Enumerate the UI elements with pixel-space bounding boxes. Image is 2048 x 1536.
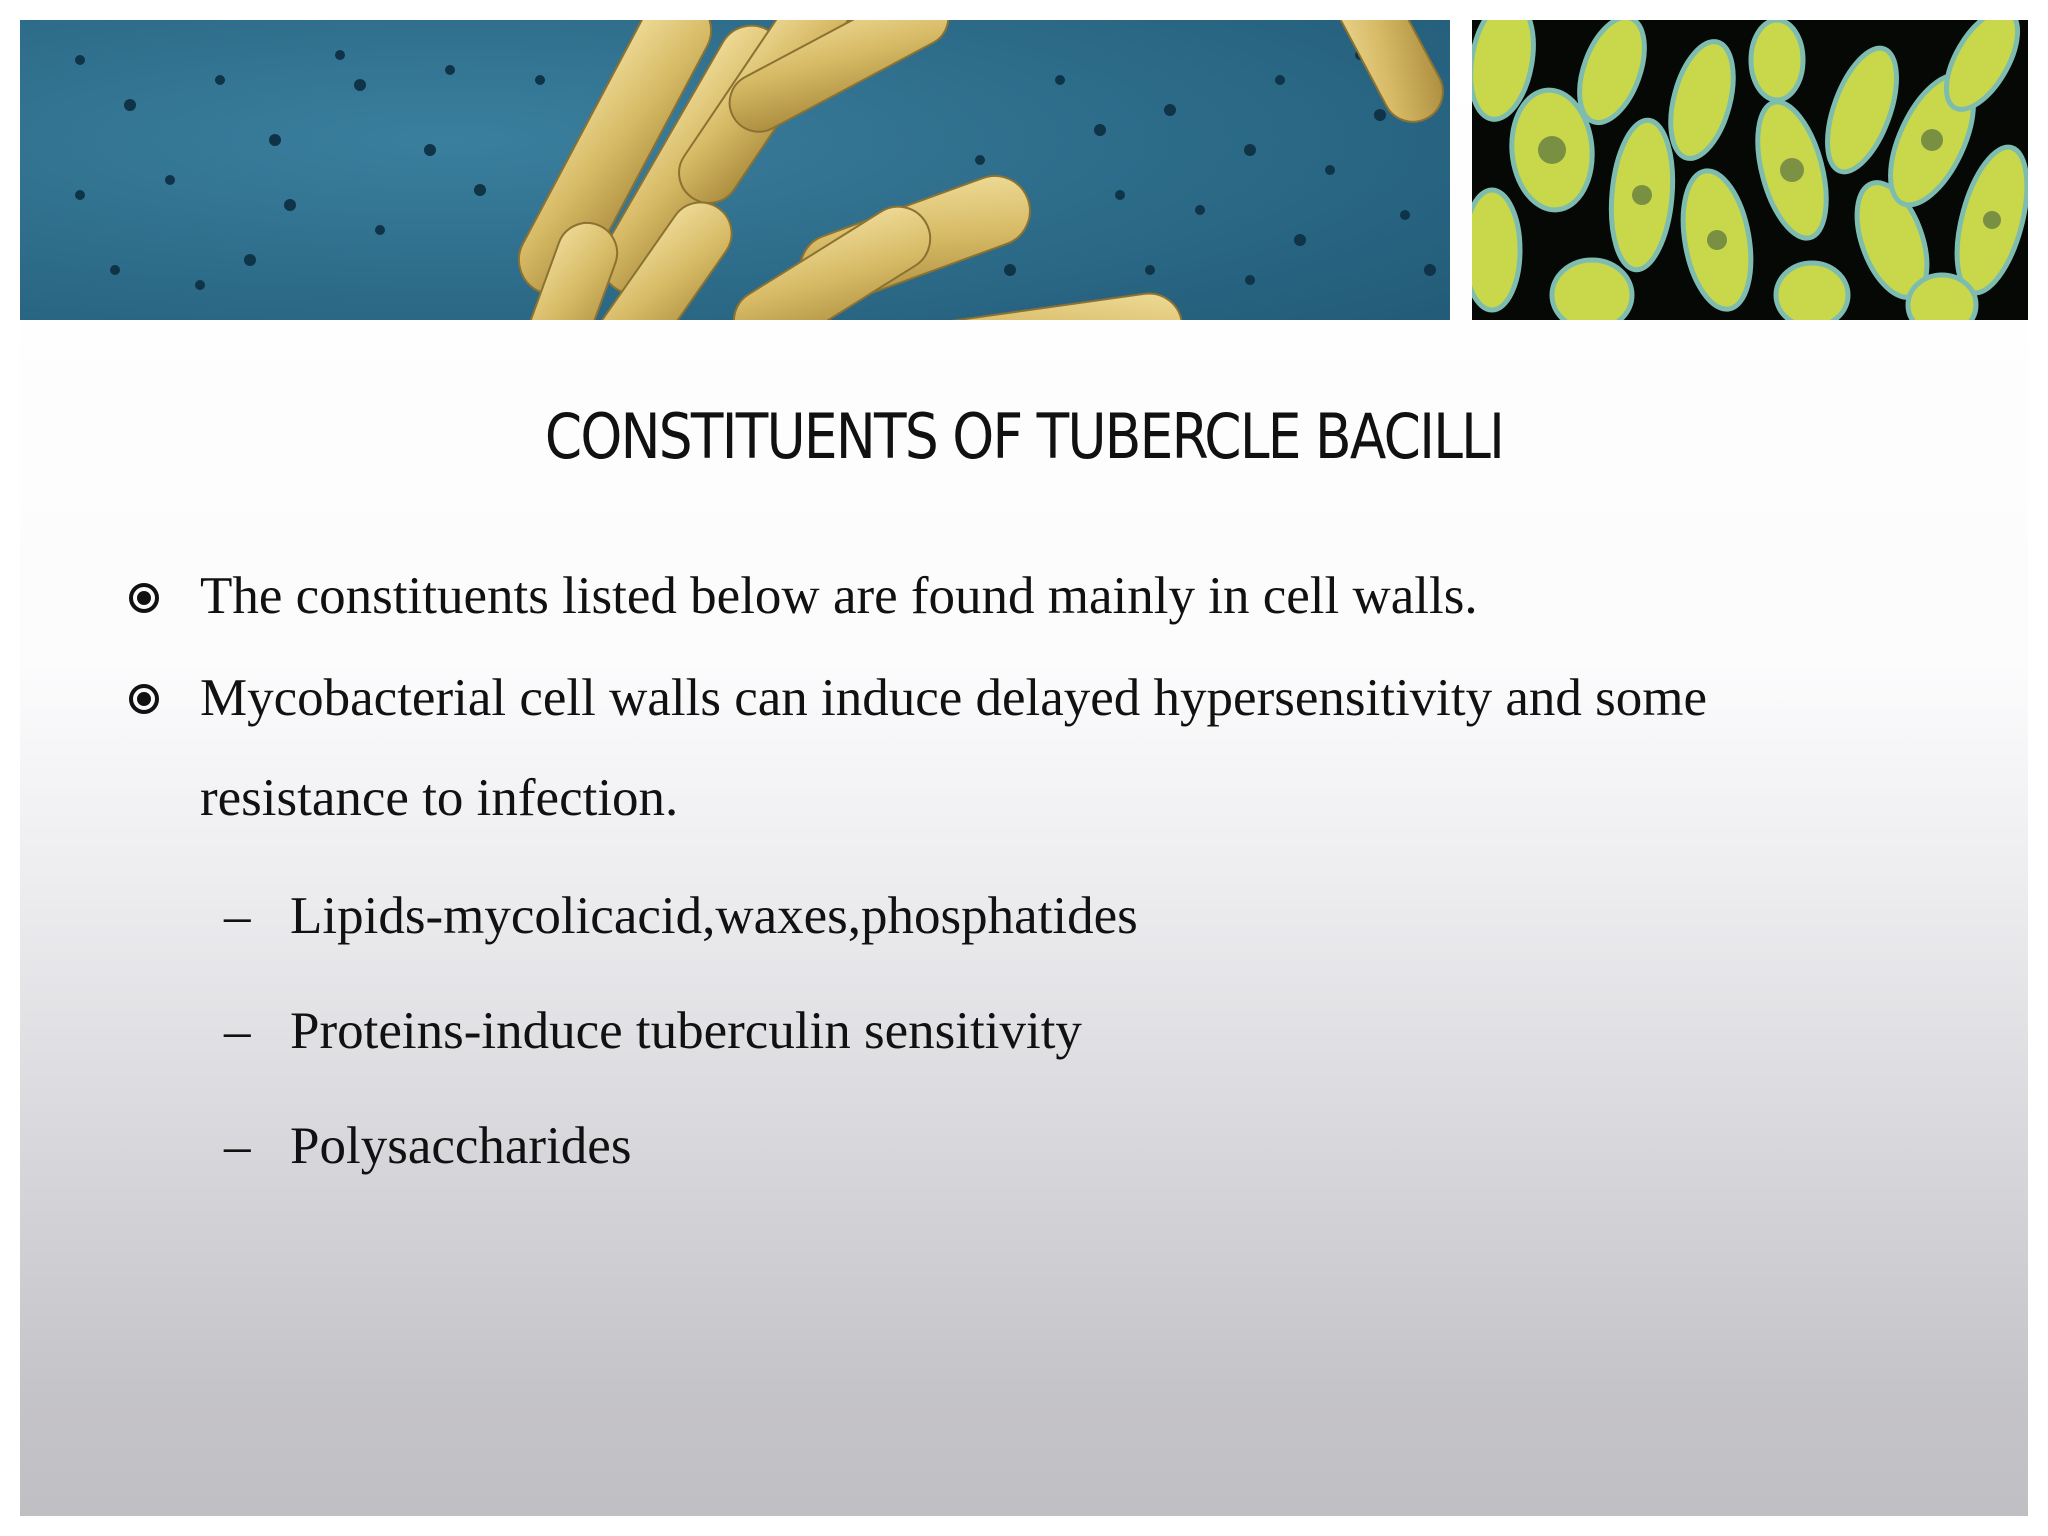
slide <box>20 20 2028 1516</box>
radio-bullet-icon <box>128 582 160 614</box>
bullet-2-text-line-2: resistance to infection. <box>200 769 679 827</box>
bacilli-sem-image <box>20 20 1450 320</box>
sub-bullet-polysaccharides: Polysaccharides <box>290 1117 632 1175</box>
slide-title: CONSTITUENTS OF TUBERCLE BACILLI <box>544 400 1504 473</box>
sub-bullet-lipids: Lipids-mycolicacid,waxes,phosphatides <box>290 887 1138 945</box>
bacilli-fluorescent-image <box>1472 20 2028 320</box>
bullet-1-text: The constituents listed below are found mainly in cell walls. <box>200 567 1478 625</box>
radio-bullet-icon <box>128 683 160 715</box>
bacilli-sem-graphic <box>20 20 1450 320</box>
sub-bullet-dash: – <box>224 887 251 945</box>
sub-bullet-dash: – <box>224 1002 251 1060</box>
bullet-2-text-line-1: Mycobacterial cell walls can induce delayed hypersensitivity and some <box>200 669 1708 727</box>
sub-bullet-dash: – <box>224 1117 251 1175</box>
sub-bullet-proteins: Proteins-induce tuberculin sensitivity <box>290 1002 1082 1060</box>
bacilli-fluorescent-graphic <box>1472 20 2028 320</box>
